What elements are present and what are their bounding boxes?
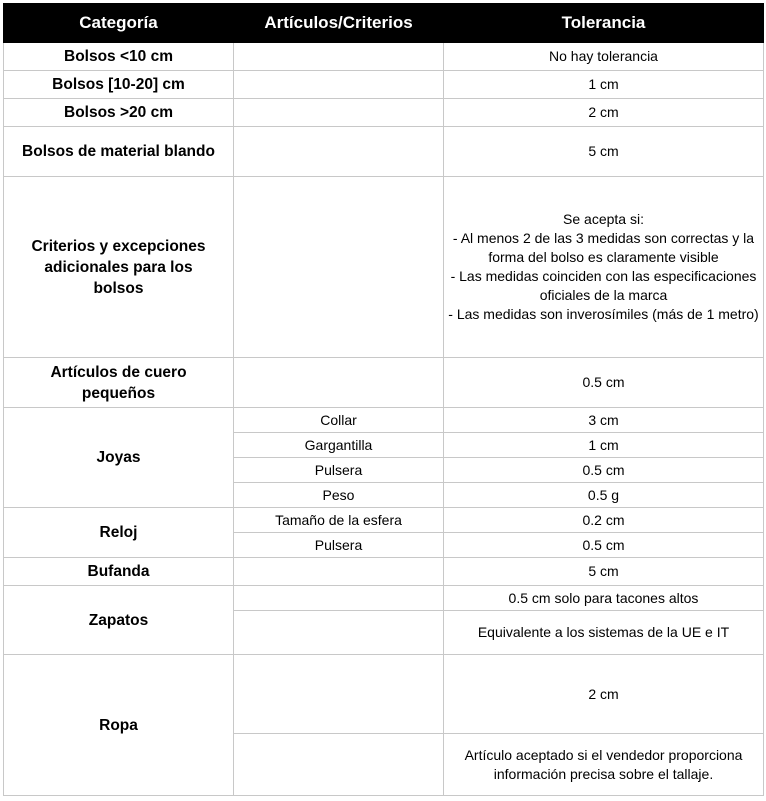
criteria-cell: Gargantilla <box>234 433 444 458</box>
header-row <box>4 4 764 43</box>
tolerance-cell: 5 cm <box>444 558 764 586</box>
tolerance-cell: 0.5 cm <box>444 458 764 483</box>
criteria-cell <box>234 177 444 358</box>
criteria-cell <box>234 611 444 655</box>
header-articulos: Artículos/Criterios <box>234 4 444 43</box>
tolerance-cell: Artículo aceptado si el vendedor proporciona información precisa sobre el tallaje. <box>444 734 764 796</box>
category-cell: Ropa <box>4 655 234 796</box>
tolerance-cell: 2 cm <box>444 99 764 127</box>
table-row <box>4 99 764 127</box>
criteria-cell: Pulsera <box>234 533 444 558</box>
criteria-cell: Tamaño de la esfera <box>234 508 444 533</box>
criteria-cell <box>234 734 444 796</box>
criteria-cell <box>234 71 444 99</box>
criteria-cell <box>234 99 444 127</box>
criteria-cell <box>234 558 444 586</box>
header-categoria: Categoría <box>4 4 234 43</box>
category-cell: Bolsos >20 cm <box>4 99 234 127</box>
category-cell: Bolsos de material blando <box>4 127 234 177</box>
tolerance-line: - Las medidas son inverosímiles (más de 1 metro) <box>448 306 759 322</box>
tolerance-cell: 1 cm <box>444 433 764 458</box>
category-cell: Bolsos <10 cm <box>4 43 234 71</box>
table-row <box>4 408 764 433</box>
table-row <box>4 586 764 611</box>
criteria-cell: Pulsera <box>234 458 444 483</box>
criteria-cell <box>234 43 444 71</box>
table-row <box>4 177 764 358</box>
table-row <box>4 127 764 177</box>
tolerance-cell: 5 cm <box>444 127 764 177</box>
header-tolerancia: Tolerancia <box>444 4 764 43</box>
tolerance-cell: 3 cm <box>444 408 764 433</box>
criteria-cell <box>234 358 444 408</box>
category-cell: Reloj <box>4 508 234 558</box>
criteria-cell <box>234 127 444 177</box>
tolerance-cell: 2 cm <box>444 655 764 734</box>
table-row <box>4 358 764 408</box>
category-cell: Joyas <box>4 408 234 508</box>
tolerance-cell: 0.5 cm <box>444 358 764 408</box>
category-cell: Bolsos [10-20] cm <box>4 71 234 99</box>
criteria-cell <box>234 655 444 734</box>
table-row <box>4 71 764 99</box>
category-cell: Artículos de cuero pequeños <box>4 358 234 408</box>
table-row <box>4 558 764 586</box>
criteria-cell <box>234 586 444 611</box>
tolerance-line: - Las medidas coinciden con las especificaciones oficiales de la marca <box>450 268 757 303</box>
tolerance-cell: 0.2 cm <box>444 508 764 533</box>
tolerance-cell: 0.5 cm <box>444 533 764 558</box>
tolerance-cell: 0.5 g <box>444 483 764 508</box>
tolerance-line: - Al menos 2 de las 3 medidas son correctas y la forma del bolso es claramente visible <box>452 230 755 265</box>
tolerance-cell <box>444 177 764 358</box>
table-row <box>4 655 764 734</box>
category-cell: Zapatos <box>4 586 234 655</box>
tolerance-cell: 0.5 cm solo para tacones altos <box>444 586 764 611</box>
table-row <box>4 43 764 71</box>
table-row <box>4 508 764 533</box>
tolerance-line: Se acepta si: <box>563 211 644 227</box>
category-cell: Criterios y excepciones adicionales para los bolsos <box>4 177 234 358</box>
criteria-cell: Collar <box>234 408 444 433</box>
tolerance-cell: No hay tolerancia <box>444 43 764 71</box>
tolerance-table <box>3 3 764 796</box>
tolerance-cell: 1 cm <box>444 71 764 99</box>
tolerance-cell: Equivalente a los sistemas de la UE e IT <box>444 611 764 655</box>
category-cell: Bufanda <box>4 558 234 586</box>
criteria-cell: Peso <box>234 483 444 508</box>
